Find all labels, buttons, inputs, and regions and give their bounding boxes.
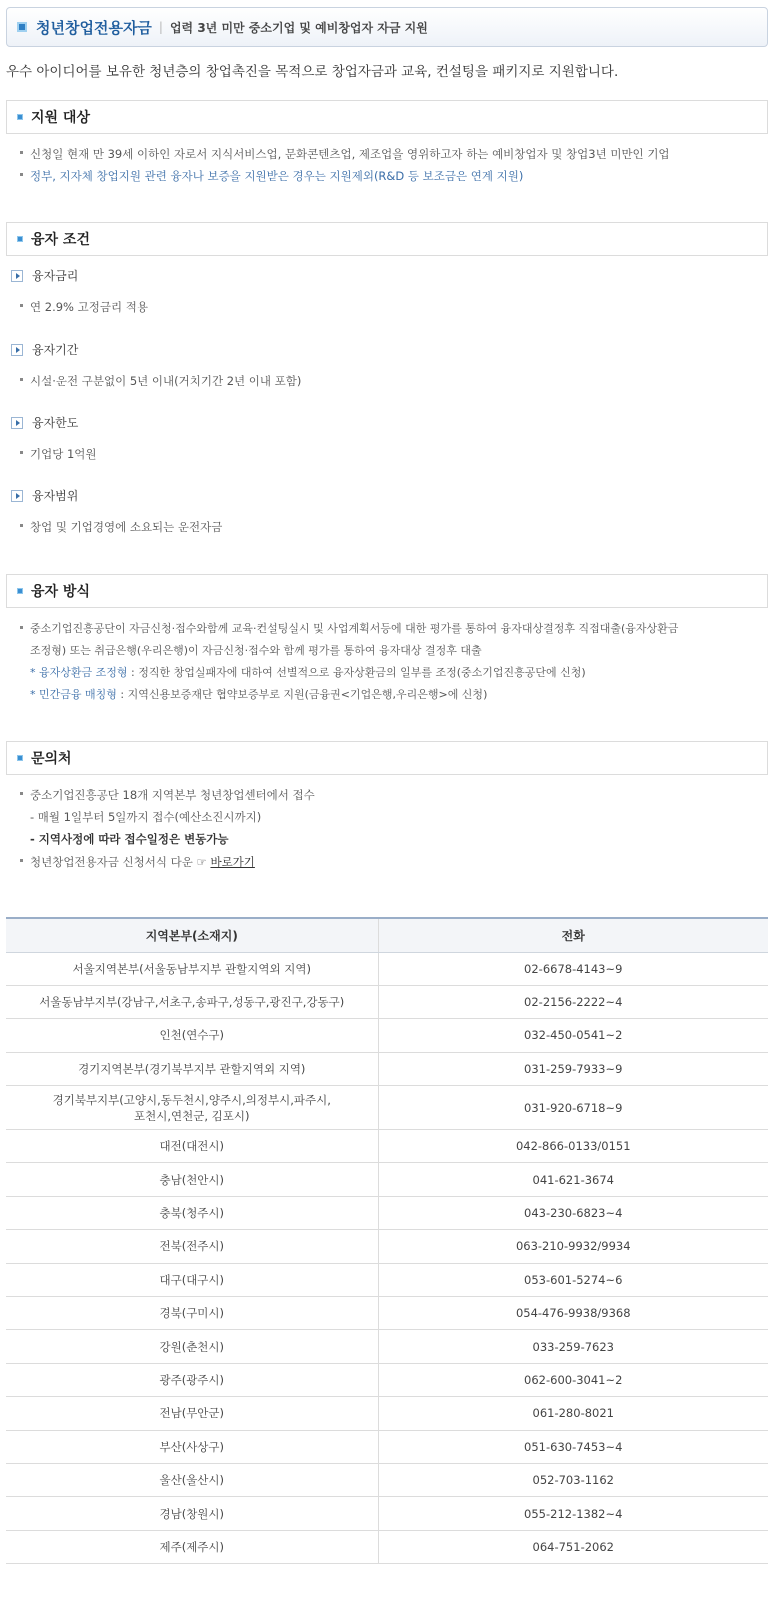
table-row xyxy=(6,1497,768,1530)
bullet-dot-icon xyxy=(20,378,23,381)
phone-cell: 043-230-6823~4 xyxy=(378,1196,768,1229)
region-cell: 충북(청주시) xyxy=(6,1196,378,1229)
section-loan-method xyxy=(6,574,768,608)
section-title: 융자 방식 xyxy=(31,584,90,600)
section-inquiry xyxy=(6,741,768,775)
loan-method-note: * 민간금융 매칭형 : 지역신용보증재단 협약보증부로 지원(금융권<기업은행,우리은행>에 신청) xyxy=(30,688,488,701)
table-header-row xyxy=(6,918,768,952)
inquiry-schedule: - 매월 1일부터 5일까지 접수(예산소진시까지) xyxy=(30,810,262,824)
column-header-phone: 전화 xyxy=(378,918,768,952)
phone-cell: 054-476-9938/9368 xyxy=(378,1297,768,1330)
region-cell: 강원(춘천시) xyxy=(6,1330,378,1363)
bullet-dot-icon xyxy=(20,524,23,527)
table-row xyxy=(6,1019,768,1052)
section-loan-terms xyxy=(6,222,768,256)
subsection-limit: 융자한도 xyxy=(11,414,78,431)
arrow-box-icon xyxy=(11,417,23,429)
period-value: 시설·운전 구분없이 5년 이내(거치기간 2년 이내 포함) xyxy=(20,373,301,389)
phone-cell: 033-259-7623 xyxy=(378,1330,768,1363)
arrow-box-icon xyxy=(11,344,23,356)
table-row xyxy=(6,1363,768,1396)
page-header xyxy=(6,7,768,47)
phone-cell: 053-601-5274~6 xyxy=(378,1263,768,1296)
inquiry-text: 중소기업진흥공단 18개 지역본부 청년창업센터에서 접수 xyxy=(20,787,315,803)
phone-cell: 052-703-1162 xyxy=(378,1463,768,1496)
bullet-dot-icon xyxy=(20,792,23,795)
table-row xyxy=(6,985,768,1018)
bullet-dot-icon xyxy=(20,151,23,154)
region-cell: 서울지역본부(서울동남부지부 관할지역외 지역) xyxy=(6,952,378,985)
table-row xyxy=(6,952,768,985)
support-target-item: 신청일 현재 만 39세 이하인 자로서 지식서비스업, 문화콘텐츠업, 제조업을 영위하고자 하는 예비창업자 및 창업3년 미만인 기업 xyxy=(20,146,670,162)
table-row xyxy=(6,1196,768,1229)
region-cell: 대구(대구시) xyxy=(6,1263,378,1296)
table-row xyxy=(6,1263,768,1296)
page-title: 청년창업전용자금 xyxy=(36,18,152,37)
table-row xyxy=(6,1130,768,1163)
column-header-region: 지역본부(소재지) xyxy=(6,918,378,952)
table-row xyxy=(6,1086,768,1130)
region-cell: 경남(창원시) xyxy=(6,1497,378,1530)
region-cell: 인천(연수구) xyxy=(6,1019,378,1052)
region-cell: 충남(천안시) xyxy=(6,1163,378,1196)
table-row xyxy=(6,1430,768,1463)
section-title: 지원 대상 xyxy=(31,110,90,126)
loan-method-note: * 융자상환금 조정형 : 정직한 창업실패자에 대하여 선별적으로 융자상환금의 일부를 조정(중소기업진흥공단에 신청) xyxy=(30,666,586,679)
bullet-dot-icon xyxy=(20,451,23,454)
region-cell: 경기지역본부(경기북부지부 관할지역외 지역) xyxy=(6,1052,378,1085)
phone-cell: 064-751-2062 xyxy=(378,1530,768,1563)
region-cell: 전북(전주시) xyxy=(6,1230,378,1263)
region-cell: 제주(제주시) xyxy=(6,1530,378,1563)
arrow-box-icon xyxy=(11,270,23,282)
bullet-dot-icon xyxy=(20,859,23,862)
limit-value: 기업당 1억원 xyxy=(20,446,97,462)
table-row xyxy=(6,1397,768,1430)
rate-value: 연 2.9% 고정금리 적용 xyxy=(20,299,148,315)
phone-cell: 032-450-0541~2 xyxy=(378,1019,768,1052)
table-row xyxy=(6,1530,768,1563)
intro-text: 우수 아이디어를 보유한 청년층의 창업촉진을 목적으로 창업자금과 교육, 컨설팅을 패키지로 지원합니다. xyxy=(6,64,619,80)
loan-method-text: 중소기업진흥공단이 자금신청·접수와함께 교육·컨설팅실시 및 사업계획서등에 대한 평가를 통하여 융자대상결정후 직접대출(융자상환금 xyxy=(20,620,678,636)
table-row xyxy=(6,1163,768,1196)
table-row xyxy=(6,1330,768,1363)
phone-cell: 062-600-3041~2 xyxy=(378,1363,768,1396)
table-body xyxy=(6,952,768,1564)
section-bullet-icon xyxy=(17,114,23,120)
inquiry-notice: - 지역사정에 따라 접수일정은 변동가능 xyxy=(30,832,229,846)
bullet-dot-icon xyxy=(20,304,23,307)
loan-method-text-cont: 조정형) 또는 취급은행(우리은행)이 자금신청·접수와 함께 평가를 통하여 융자대상 결정후 대출 xyxy=(30,644,482,657)
section-title: 문의처 xyxy=(31,751,72,767)
phone-cell: 041-621-3674 xyxy=(378,1163,768,1196)
section-title: 융자 조건 xyxy=(31,232,90,248)
section-bullet-icon xyxy=(17,588,23,594)
section-bullet-icon xyxy=(17,236,23,242)
page-subtitle: 업력 3년 미만 중소기업 및 예비창업자 자금 지원 xyxy=(169,20,428,35)
table-row xyxy=(6,1052,768,1085)
phone-cell: 02-6678-4143~9 xyxy=(378,952,768,985)
phone-cell: 02-2156-2222~4 xyxy=(378,985,768,1018)
subsection-period: 융자기간 xyxy=(11,341,78,358)
region-cell: 울산(울산시) xyxy=(6,1463,378,1496)
region-cell: 경기북부지부(고양시,동두천시,양주시,의정부시,파주시, 포천시,연천군, 김포시) xyxy=(6,1086,378,1130)
title-separator: | xyxy=(158,20,163,34)
region-cell: 경북(구미시) xyxy=(6,1297,378,1330)
region-contact-table xyxy=(6,917,768,1564)
region-cell: 서울동남부지부(강남구,서초구,송파구,성동구,광진구,강동구) xyxy=(6,985,378,1018)
shortcut-link[interactable]: 바로가기 xyxy=(210,855,255,869)
phone-cell: 051-630-7453~4 xyxy=(378,1430,768,1463)
region-cell: 대전(대전시) xyxy=(6,1130,378,1163)
inquiry-download: 청년창업전용자금 신청서식 다운 ☞ 바로가기 xyxy=(20,854,255,870)
bullet-dot-icon xyxy=(20,626,23,629)
table-row xyxy=(6,1230,768,1263)
phone-cell: 063-210-9932/9934 xyxy=(378,1230,768,1263)
phone-cell: 042-866-0133/0151 xyxy=(378,1130,768,1163)
phone-cell: 031-259-7933~9 xyxy=(378,1052,768,1085)
table-row xyxy=(6,1297,768,1330)
arrow-box-icon xyxy=(11,490,23,502)
subsection-rate: 융자금리 xyxy=(11,267,78,284)
region-cell: 부산(사상구) xyxy=(6,1430,378,1463)
bullet-dot-icon xyxy=(20,173,23,176)
subsection-scope: 융자범위 xyxy=(11,487,78,504)
region-cell: 광주(광주시) xyxy=(6,1363,378,1396)
section-bullet-icon xyxy=(17,755,23,761)
table-row xyxy=(6,1463,768,1496)
support-target-item: 정부, 지자체 창업지원 관련 융자나 보증을 지원받은 경우는 지원제외(R&D 등 보조금은 연계 지원) xyxy=(20,168,523,184)
scope-value: 창업 및 기업경영에 소요되는 운전자금 xyxy=(20,519,222,535)
region-cell: 전남(무안군) xyxy=(6,1397,378,1430)
phone-cell: 055-212-1382~4 xyxy=(378,1497,768,1530)
phone-cell: 061-280-8021 xyxy=(378,1397,768,1430)
section-support-target xyxy=(6,100,768,134)
title-square-icon xyxy=(17,22,27,32)
phone-cell: 031-920-6718~9 xyxy=(378,1086,768,1130)
